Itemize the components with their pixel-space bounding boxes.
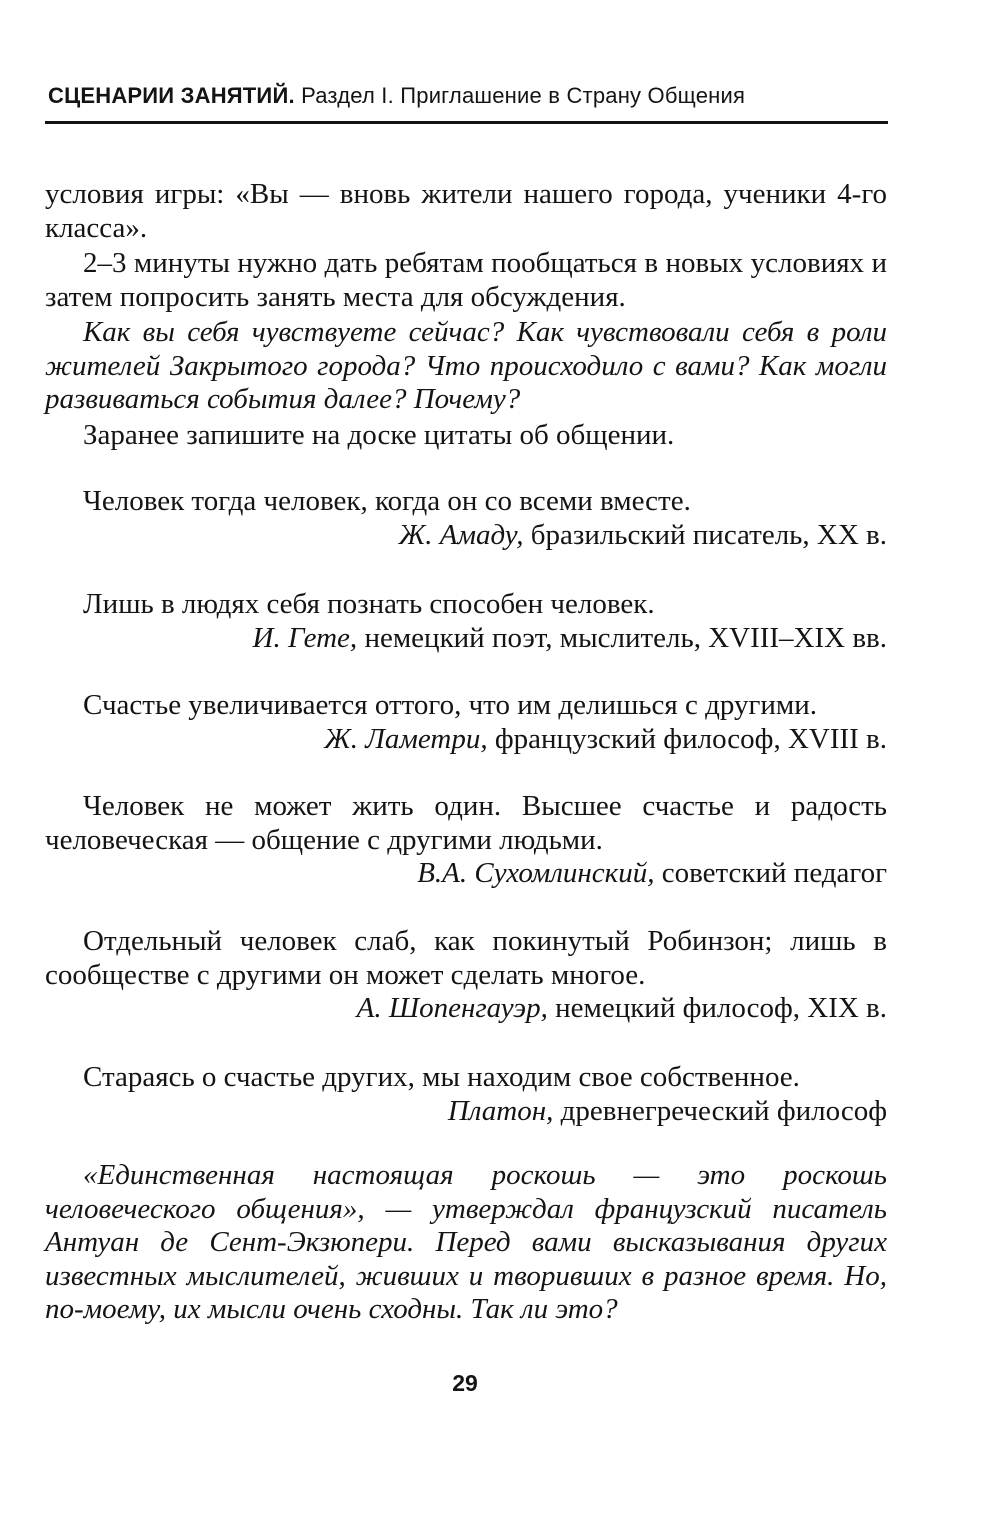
paragraph: Заранее запишите на доске цитаты об общении. xyxy=(83,418,675,451)
quote-author: Платон, xyxy=(447,1094,554,1127)
quote-author-description: немецкий философ, XIX в. xyxy=(547,992,887,1024)
quote-author: Ж. Амаду, xyxy=(398,518,524,551)
quote-text: Человек не может жить один. Высшее счастье и радость человеческая — общение с другими людьми. xyxy=(45,790,887,856)
quote-item xyxy=(45,689,887,756)
quote-text: Счастье увеличивается оттого, что им делишься с другими. xyxy=(83,689,818,721)
page-number: 29 xyxy=(452,1370,478,1396)
quote-author: И. Гете, xyxy=(252,621,358,654)
quote-author-description: древнегреческий философ xyxy=(553,1094,887,1127)
running-header xyxy=(48,83,888,109)
quote-text: Отдельный человек слаб, как покинутый Робинзон; лишь в сообществе с другими он может сделать многое. xyxy=(45,925,887,991)
paragraph: 2–3 минуты нужно дать ребятам пообщаться в новых условиях и затем попросить занять места для обсуждения. xyxy=(45,247,887,313)
quote-attribution xyxy=(45,1095,887,1129)
quote-author-description: немецкий поэт, мыслитель, XVIII–XIX вв. xyxy=(357,621,887,654)
quote-author: В.А. Сухомлинский, xyxy=(417,857,655,889)
quote-attribution xyxy=(45,622,887,656)
quote-author-description: советский педагог xyxy=(654,857,887,889)
quote-text: Лишь в людях себя познать способен человек. xyxy=(83,588,655,620)
quote-item xyxy=(45,790,887,891)
header-rule xyxy=(45,121,888,124)
closing-paragraph: «Единственная настоящая роскошь — это роскошь человеческого общения», — утверждал французский писатель Антуан де Сент-Экзюпери. Перед вами высказывания других известных мыслителей, живших и творивших в разное время. Но, по-моему, их мысли очень сходны. Так ли это? xyxy=(45,1159,887,1325)
quote-attribution xyxy=(45,723,887,757)
quote-author: А. Шопенгауэр, xyxy=(356,992,548,1024)
quote-text: Человек тогда человек, когда он со всеми вместе. xyxy=(83,485,691,517)
questions-paragraph: Как вы себя чувствуете сейчас? Как чувствовали себя в роли жителей Закрытого города? Что происходило с вами? Как могли развиваться события далее? Почему? xyxy=(45,316,887,415)
quote-author: Ж. Ламетри, xyxy=(324,722,488,755)
header-section-caps: СЦЕНАРИИ ЗАНЯТИЙ. xyxy=(48,83,295,108)
quote-attribution xyxy=(45,857,887,891)
paragraph: условия игры: «Вы — вновь жители нашего города, ученики 4-го класса». xyxy=(45,178,887,244)
header-section-title: Раздел I. Приглашение в Страну Общения xyxy=(301,83,746,108)
quote-attribution xyxy=(45,992,887,1026)
quote-text: Стараясь о счастье других, мы находим свое собственное. xyxy=(83,1061,800,1093)
quote-item xyxy=(45,588,887,655)
quote-item xyxy=(45,1061,887,1128)
quote-item xyxy=(45,925,887,1026)
quote-author-description: бразильский писатель, XX в. xyxy=(523,518,887,551)
quote-item xyxy=(45,485,887,552)
body-text xyxy=(45,178,887,452)
quote-attribution xyxy=(45,519,887,553)
quote-author-description: французский философ, XVIII в. xyxy=(487,722,887,755)
